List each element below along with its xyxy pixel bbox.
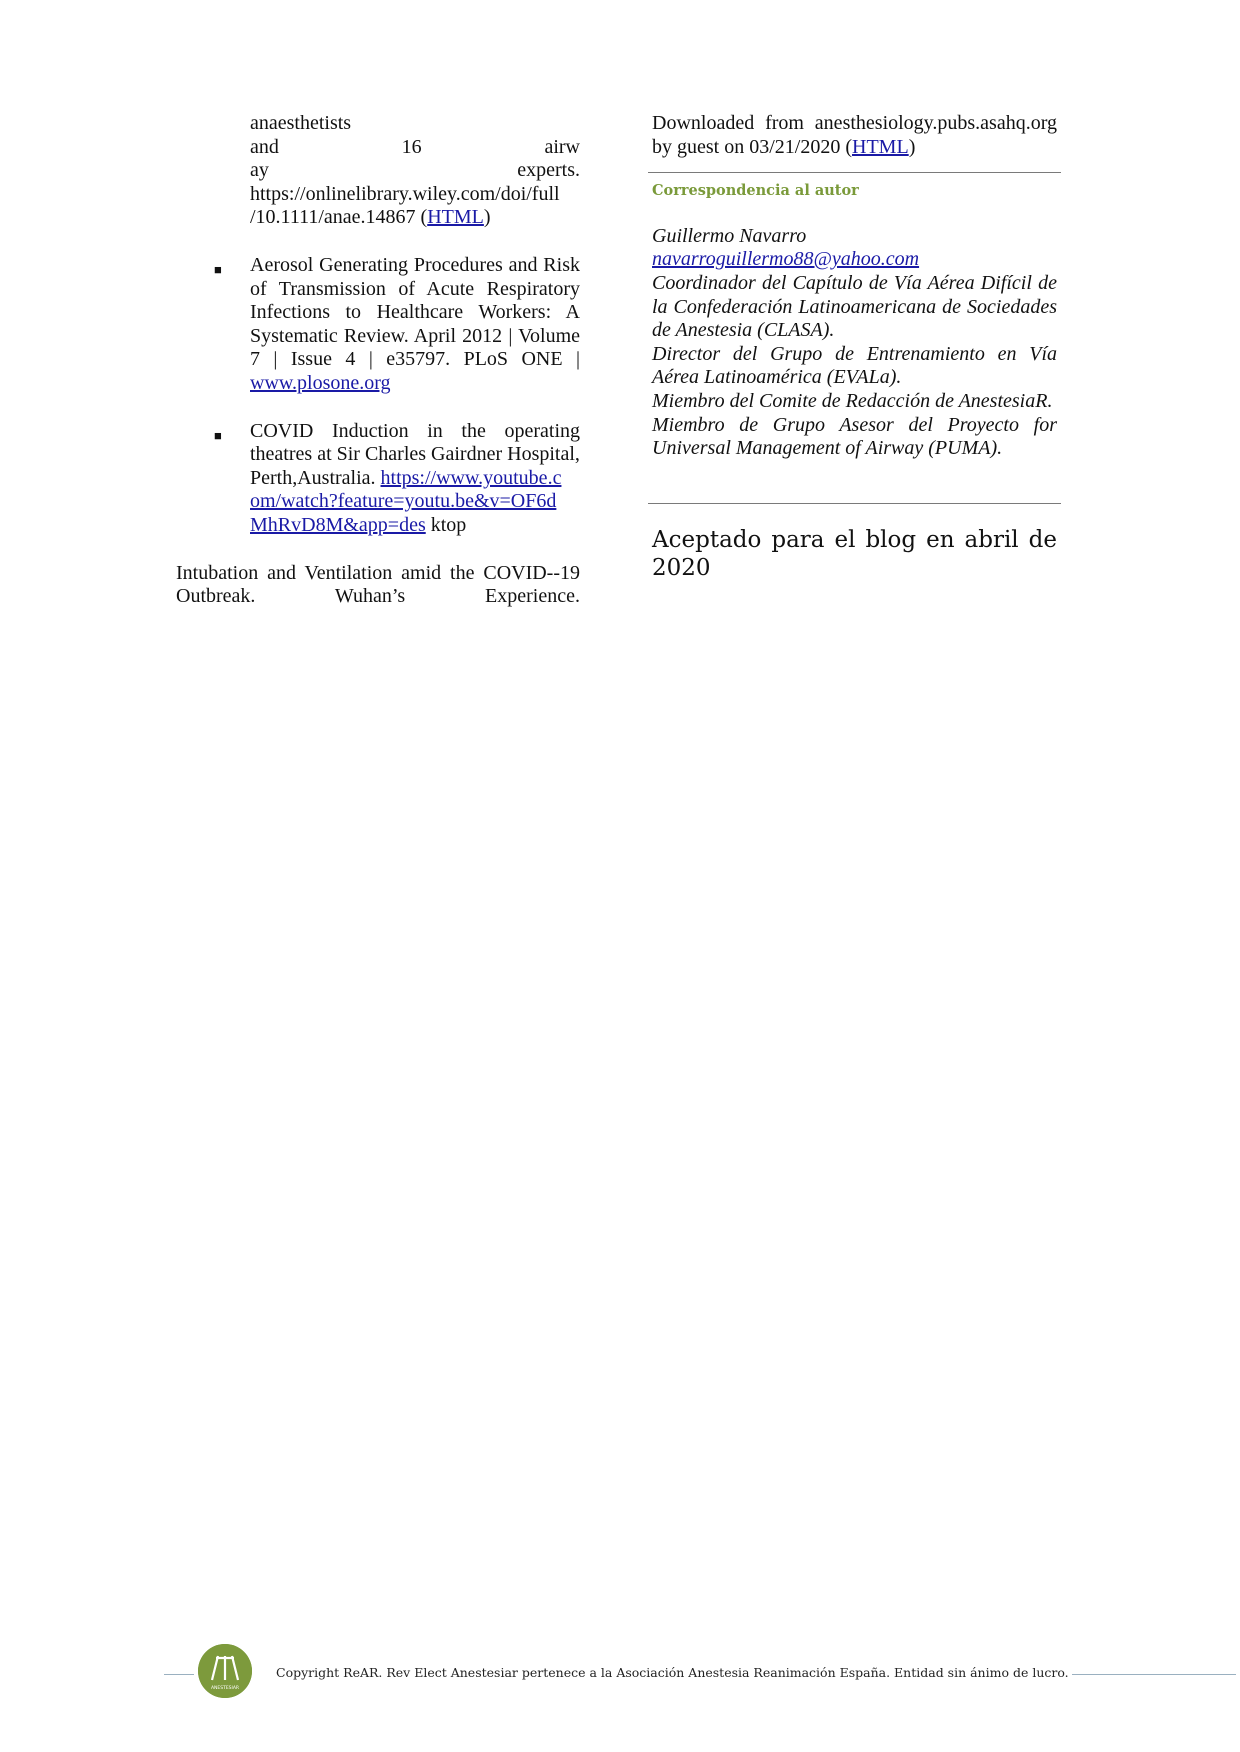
affiliation: Coordinador del Capítulo de Vía Aérea Difícil de la Confederación Latinoamericana de Sociedades de Anestesia (CLASA).: [652, 271, 1057, 342]
reference-paragraph-wuhan: Intubation and Ventilation amid the COVID--19 Outbreak. Wuhan’s Experience.: [176, 561, 580, 608]
reference-continuation: [250, 112, 580, 230]
html-link[interactable]: HTML: [852, 135, 909, 158]
reference-text: Aerosol Generating Procedures and Risk of Transmission of Acute Respiratory Infections to Healthcare Workers: A Systematic Review. April 2012 | Volume 7 | Issue 4 | e35797. PLoS ONE |: [250, 253, 580, 371]
reference-text: COVID Induction in the operating theatres at Sir Charles Gairdner Hospital,: [250, 419, 580, 466]
continuation-line: and 16 airw: [250, 135, 580, 158]
square-bullet-icon: ■: [214, 261, 222, 277]
reference-link-line: [250, 490, 580, 514]
link-tail-text: ktop: [425, 513, 467, 536]
anestesiar-logo: [198, 1644, 252, 1698]
youtube-link-part[interactable]: https://www.youtube.c: [380, 466, 562, 489]
right-column: [652, 112, 1057, 582]
youtube-link-part[interactable]: MhRvD8M&app=des: [250, 513, 426, 536]
divider: [648, 172, 1061, 173]
author-email-link[interactable]: navarroguillermo88@yahoo.com: [652, 248, 920, 271]
accepted-note: Aceptado para el blog en abril de 2020: [652, 526, 1057, 581]
continuation-line: https://onlinelibrary.wiley.com/doi/full: [250, 182, 560, 205]
footer-rule: [1072, 1674, 1236, 1675]
affiliation: Miembro de Grupo Asesor del Proyecto for Universal Management of Airway (PUMA).: [652, 413, 1057, 460]
html-link[interactable]: HTML: [427, 206, 484, 229]
correspondence-heading: Correspondencia al autor: [652, 182, 859, 200]
copyright-text: Copyright ReAR. Rev Elect Anestesiar pertenece a la Asociación Anestesia Reanimación España. Entidad sin ánimo de lucro.: [276, 1665, 1069, 1680]
author-block: [652, 225, 1057, 461]
footer-rule: [164, 1674, 194, 1675]
affiliation: Miembro del Comite de Redacción de AnestesiaR.: [652, 389, 1053, 412]
reference-link-line: [250, 467, 580, 491]
reference-item-covid-induction: [214, 419, 580, 538]
square-bullet-icon: ■: [214, 427, 222, 443]
downloaded-note: Downloaded from anesthesiology.pubs.asahq.org by guest on 03/21/2020 (HTML): [652, 112, 1057, 158]
continuation-last-line: /10.1111/anae.14867 (HTML): [250, 206, 491, 229]
affiliation: Director del Grupo de Entrenamiento en Vía Aérea Latinoamérica (EVALa).: [652, 342, 1057, 389]
downloaded-text: Downloaded from anesthesiology.pubs.asahq.org by guest on 03/21/2020: [652, 112, 1057, 158]
reference-item-aerosol: [214, 253, 580, 396]
reference-link-line: [250, 514, 580, 538]
continuation-line: ay experts.: [250, 159, 580, 182]
author-name: Guillermo Navarro: [652, 224, 807, 247]
left-column: [176, 112, 580, 609]
continuation-line: anaesthetists: [250, 112, 352, 134]
svg-text:ANESTESIAR: ANESTESIAR: [210, 1686, 240, 1691]
youtube-link-part[interactable]: om/watch?feature=youtu.be&v=OF6d: [250, 490, 557, 513]
page-footer: [0, 1640, 1240, 1700]
divider: [648, 503, 1061, 504]
anestesiar-logo-icon: [198, 1644, 252, 1698]
reference-location: Perth,Australia.: [250, 466, 376, 489]
plosone-link[interactable]: www.plosone.org: [250, 371, 391, 394]
continuation-line: /10.1111/anae.14867: [250, 206, 416, 229]
